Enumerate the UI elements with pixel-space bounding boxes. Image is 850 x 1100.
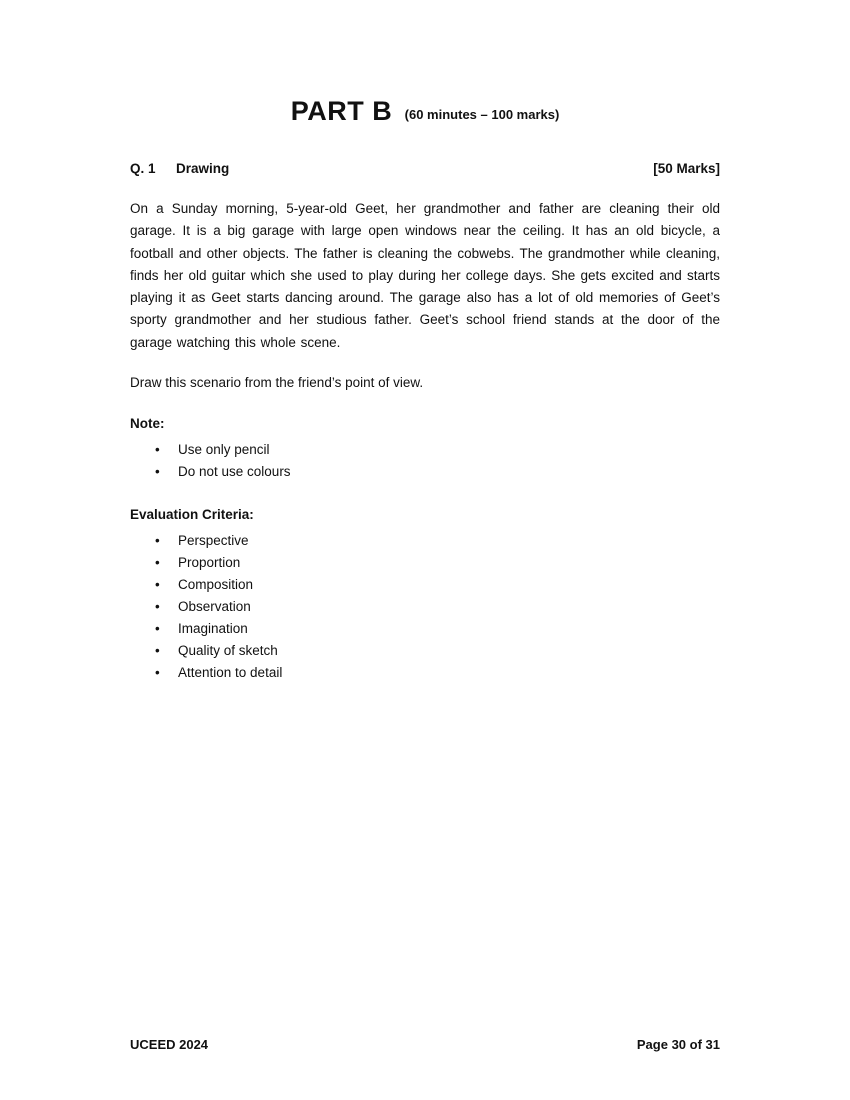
list-item — [130, 662, 720, 684]
part-title: PART B — [290, 96, 393, 126]
question-number: Q. 1 — [130, 161, 156, 176]
bullet-icon: • — [155, 555, 160, 571]
list-item — [130, 640, 720, 662]
page-footer — [130, 1037, 720, 1052]
question-header — [130, 161, 720, 176]
bullet-icon: • — [155, 599, 160, 615]
part-title-row — [130, 96, 720, 127]
note-heading: Note: — [130, 416, 165, 432]
list-item — [130, 439, 720, 461]
list-item — [130, 530, 720, 552]
note-list — [130, 439, 720, 483]
evaluation-item-text: Imagination — [178, 621, 248, 637]
footer-exam-name: UCEED 2024 — [130, 1037, 209, 1052]
question-body-paragraph: On a Sunday morning, 5-year-old Geet, her grandmother and father are cleaning their old garage. It is a big garage with large open windows near the ceiling. It has an old bicycle, a football and other objects. The father is cleaning the cobwebs. The grandmother while cleaning, finds her old guitar which she used to play during her college days. She gets excited and starts playing it as Geet starts dancing around. The garage also has a lot of old memories of Geet’s sporty grandmother and her studious father. Geet’s school friend stands at the door of the garage watching this whole scene. — [130, 201, 720, 350]
evaluation-section — [130, 507, 720, 684]
list-item — [130, 574, 720, 596]
bullet-icon: • — [155, 464, 160, 480]
footer-page-number: Page 30 of 31 — [636, 1037, 720, 1052]
evaluation-list — [130, 530, 720, 684]
question-marks: [50 Marks] — [653, 161, 720, 176]
list-item — [130, 618, 720, 640]
bullet-icon: • — [155, 665, 160, 681]
note-item-text: Do not use colours — [178, 464, 291, 480]
part-title-duration: (60 minutes – 100 marks) — [404, 107, 560, 122]
evaluation-item-text: Composition — [178, 577, 254, 593]
question-label: Drawing — [176, 161, 230, 176]
bullet-icon: • — [155, 577, 160, 593]
evaluation-item-text: Quality of sketch — [178, 643, 278, 659]
bullet-icon: • — [155, 533, 160, 549]
note-section — [130, 416, 720, 483]
list-item — [130, 596, 720, 618]
evaluation-heading: Evaluation Criteria: — [130, 507, 254, 523]
evaluation-item-text: Attention to detail — [178, 665, 283, 681]
bullet-icon: • — [155, 643, 160, 659]
bullet-icon: • — [155, 442, 160, 458]
note-item-text: Use only pencil — [178, 442, 270, 458]
question-instruction: Draw this scenario from the friend’s point of view. — [130, 375, 424, 391]
evaluation-item-text: Observation — [178, 599, 251, 615]
evaluation-item-text: Perspective — [178, 533, 249, 549]
evaluation-item-text: Proportion — [178, 555, 241, 571]
list-item — [130, 461, 720, 483]
list-item — [130, 552, 720, 574]
bullet-icon: • — [155, 621, 160, 637]
